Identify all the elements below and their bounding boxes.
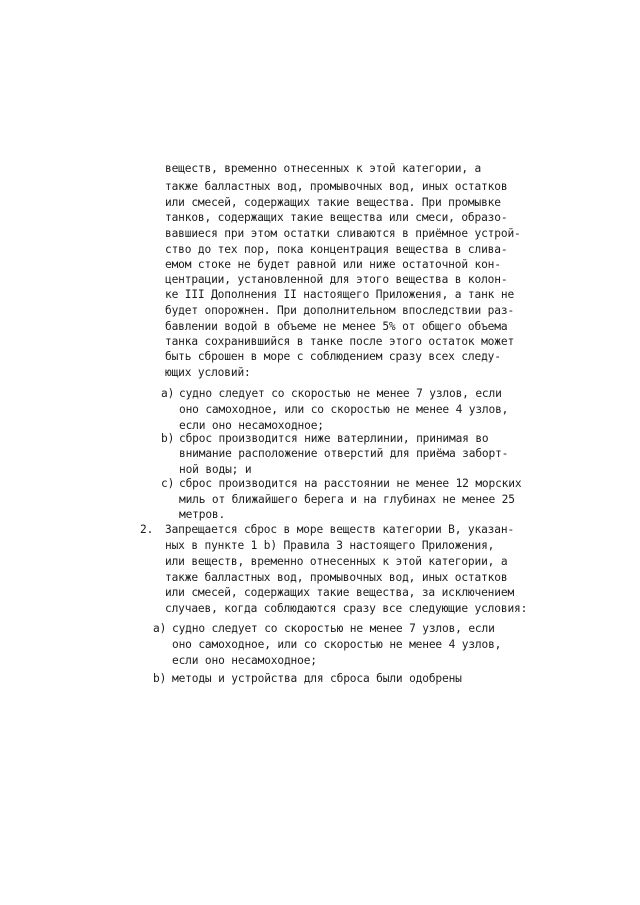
text-line: случаев, когда соблюдаются сразу все следующие условия: [165,602,528,615]
text-line: миль от ближайшего берега и на глубинах не менее 25 [179,493,515,506]
text-line: оно самоходное, или со скоростью не менее 4 узлов, [179,403,509,416]
text-line: метров. [179,508,226,521]
item-marker: b) [153,672,167,685]
text-line: или веществ, временно отнесенных к этой категории, а [165,555,508,568]
text-line: ство до тех пор, пока концентрация вещества в слива- [165,243,508,256]
text-line: сброс производится на расстоянии не менее 12 морских [179,477,522,490]
text-line: вавшиеся при этом остатки сливаются в приёмное устрой- [165,227,521,240]
text-line: ной воды; и [179,463,252,476]
text-line: судно следует со скоростью не менее 7 узлов, если [179,387,502,400]
text-line: емом стоке не будет равной или ниже остаточной кон- [165,258,501,271]
text-line: сброс производится ниже ватерлинии, принимая во [179,432,489,445]
text-line: ных в пункте 1 b) Правила 3 настоящего Приложения, [165,539,495,552]
text-line: если оно несамоходное; [172,654,317,667]
text-line: судно следует со скоростью не менее 7 узлов, если [172,622,495,635]
item-marker: b) [161,432,175,445]
text-line: танков, содержащих такие вещества или смеси, образо- [165,211,508,224]
text-line: ющих условий: [165,366,251,379]
text-line: будет опорожнен. При дополнительном впоследствии раз- [165,304,515,317]
item-marker: a) [161,387,175,400]
text-line: или смесей, содержащих такие вещества, за исключением [165,586,515,599]
text-line: ке III Дополнения II настоящего Приложения, а танк не [165,288,515,301]
text-line: Запрещается сброс в море веществ категории В, указан- [165,523,515,536]
item-marker: c) [161,477,175,490]
text-line: оно самоходное, или со скоростью не менее 4 узлов, [172,638,502,651]
text-line: танка сохранившийся в танке после этого остаток может [165,335,515,348]
text-line: внимание расположение отверстий для приёма заборт- [179,447,509,460]
text-line: также балластных вод, промывочных вод, иных остатков [165,571,508,584]
item-marker: a) [153,622,167,635]
text-line: или смесей, содержащих такие вещества. При промывке [165,196,501,209]
text-line: бавлении водой в объеме не менее 5% от общего объема [165,320,508,333]
text-line: центрации, установленной для этого вещества в колон- [165,273,508,286]
text-line: если оно несамоходное; [179,419,324,432]
text-line: веществ, временно отнесенных к этой категории, а [165,162,482,175]
text-line: быть сброшен в море с соблюдением сразу всех следу- [165,350,501,363]
text-line: также балластных вод, промывочных вод, иных остатков [165,180,508,193]
text-line: методы и устройства для сброса были одобрены [172,672,462,685]
section-number: 2. [140,523,154,536]
